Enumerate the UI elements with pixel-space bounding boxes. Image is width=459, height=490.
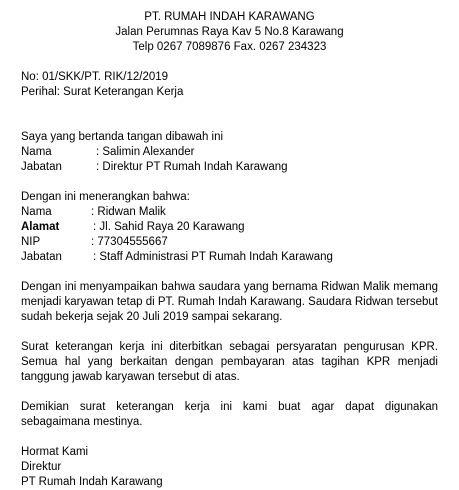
paragraph-closing: [21, 400, 438, 430]
employee-address-value: : Jl. Sahid Raya 20 Karawang: [93, 221, 245, 233]
employee-nip-label: NIP: [21, 236, 41, 248]
letterhead: [21, 10, 438, 55]
paragraph-closing-text: Demikian surat keterangan kerja ini kami buat agar dapat digunakan sebagaimana mestinya.: [21, 401, 438, 428]
signer-name-value: : Salimin Alexander: [96, 146, 195, 158]
letter-meta: [21, 70, 438, 100]
signer-position-value: : Direktur PT Rumah Indah Karawang: [96, 161, 288, 173]
paragraph-employment-text: Dengan ini menyampaikan bahwa saudara yang bernama Ridwan Malik memang menjadi karyawan tetap di PT. Rumah Indah Karawang. Saudara Ridwan tersebut sudah bekerja sejak 20 Juli 2019 sampai sekarang.: [21, 281, 438, 323]
employee-section: [21, 190, 438, 265]
company-name: PT. RUMAH INDAH KARAWANG: [144, 11, 315, 23]
employee-name-row: [21, 205, 438, 220]
paragraph-purpose-text: Surat keterangan kerja ini diterbitkan sebagai persyaratan pengurusan KPR. Semua hal yang berkaitan dengan pembayaran atas tagihan KPR menjadi tanggung jawab karyawan tersebut di atas.: [21, 341, 438, 383]
company-address: Jalan Perumnas Raya Kav 5 No.8 Karawang: [115, 26, 344, 38]
signer-intro: Saya yang bertanda tangan dibawah ini: [21, 131, 224, 143]
letter-number: No: 01/SKK/PT. RIK/12/2019: [21, 71, 169, 83]
signer-name-label: Nama: [21, 146, 52, 158]
closing-greeting: Hormat Kami: [21, 446, 89, 458]
paragraph-purpose: [21, 340, 438, 385]
employee-nip-value: : 77304555667: [91, 236, 168, 248]
closing-title: Direktur: [21, 461, 62, 473]
signature-block: [21, 445, 438, 490]
signer-name-row: [21, 145, 438, 160]
letter-subject: Perihal: Surat Keterangan Kerja: [21, 86, 184, 98]
employee-position-row: [21, 250, 438, 265]
employee-name-value: : Ridwan Malik: [91, 206, 166, 218]
closing-company: PT Rumah Indah Karawang: [21, 476, 163, 488]
employee-position-label: Jabatan: [21, 251, 62, 263]
employee-address-label: Alamat: [21, 221, 60, 233]
signer-position-row: [21, 160, 438, 175]
paragraph-employment: [21, 280, 438, 325]
signer-section: [21, 130, 438, 175]
employee-nip-row: [21, 235, 438, 250]
employee-address-row: [21, 220, 438, 235]
signer-position-label: Jabatan: [21, 161, 62, 173]
company-phone: Telp 0267 7089876 Fax. 0267 234323: [132, 41, 327, 53]
employee-intro: Dengan ini menerangkan bahwa:: [21, 191, 190, 203]
employee-position-value: : Staff Administrasi PT Rumah Indah Karawang: [93, 251, 333, 263]
employee-name-label: Nama: [21, 206, 52, 218]
